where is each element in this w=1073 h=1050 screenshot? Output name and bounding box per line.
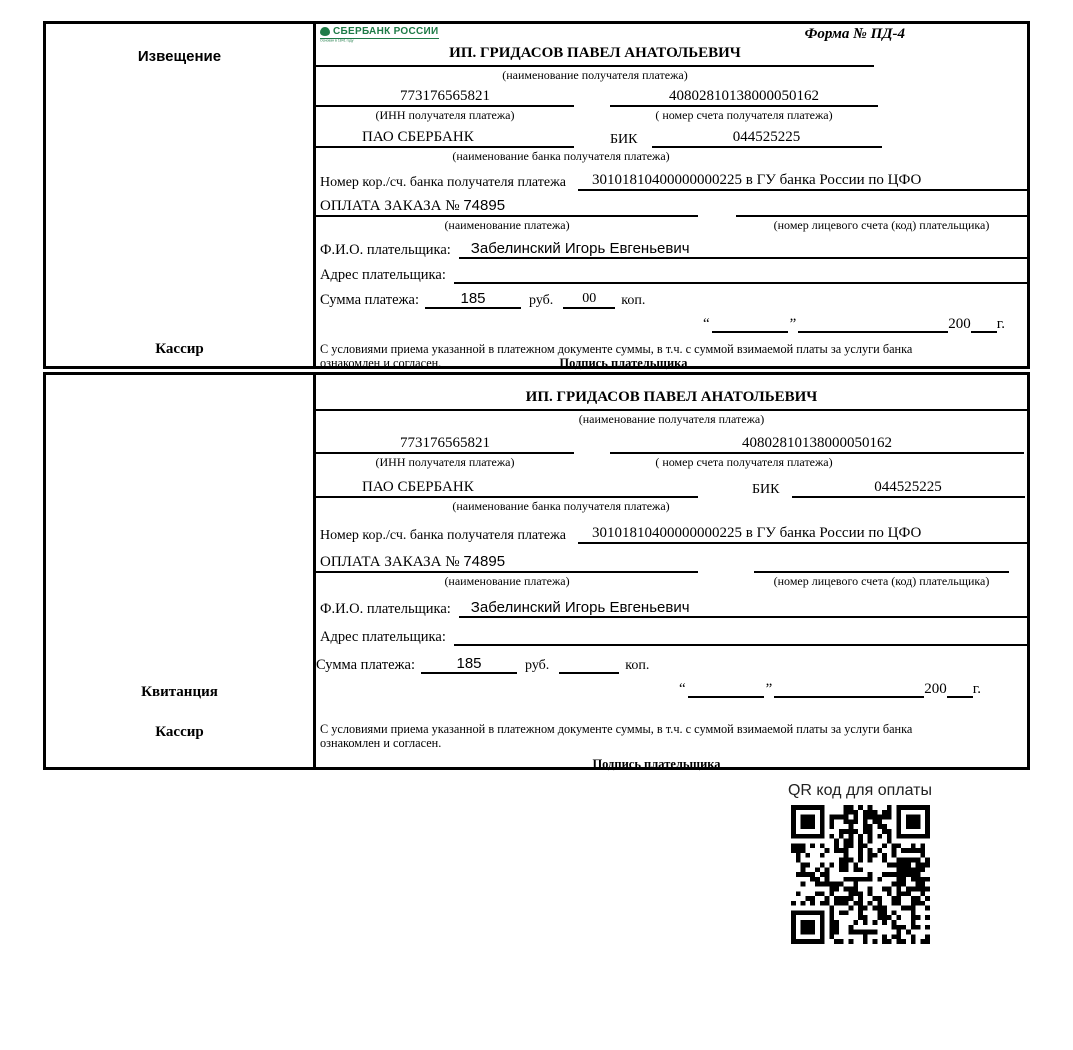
payer-address-row <box>316 624 1027 646</box>
inn-account-row <box>316 433 1027 454</box>
account-value: 40802810138000050162 <box>610 88 878 107</box>
sberbank-logo-text: СБЕРБАНК РОССИИ <box>333 26 439 37</box>
payment-caption: (наименование платежа) <box>444 218 570 232</box>
amount-rub-value: 185 <box>425 290 521 309</box>
date-day-field <box>712 331 788 333</box>
payment-captions-row <box>316 217 1027 233</box>
kop-label: коп. <box>621 293 646 308</box>
corr-account-row <box>316 169 1027 191</box>
date-month-field <box>798 331 948 333</box>
inn-caption: (ИНН получателя платежа) <box>375 108 515 122</box>
qr-code-image <box>791 805 930 944</box>
corr-account-row <box>316 522 1027 544</box>
account-caption: ( номер счета получателя платежа) <box>655 108 833 122</box>
agreement-line1: С условиями приема указанной в платежном документе суммы, в т.ч. с суммой взимаемой платы за услуги банка <box>320 722 913 736</box>
bik-value: 044525225 <box>652 129 882 148</box>
kop-label: коп. <box>625 658 650 673</box>
inn-caption: (ИНН получателя платежа) <box>375 455 515 469</box>
corr-label: Номер кор./сч. банка получателя платежа <box>320 528 566 543</box>
notice-header-row <box>316 24 1027 44</box>
sberbank-logo-tagline: Основан в 1841 году <box>320 39 354 43</box>
agreement-line2-row <box>316 356 1027 370</box>
notice-side-column <box>46 24 316 366</box>
rub-label: руб. <box>525 658 550 673</box>
payment-name-text: ОПЛАТА ЗАКАЗА № <box>320 198 460 214</box>
quote-open: “ <box>702 316 710 332</box>
date-day-field <box>688 696 764 698</box>
signature-label: Подпись плательщика <box>559 356 688 370</box>
receipt-cashier-label: Кассир <box>155 724 204 740</box>
payer-name-label: Ф.И.О. плательщика: <box>320 601 451 617</box>
notice-section <box>43 21 1030 369</box>
notice-side-label: Извещение <box>137 48 222 65</box>
account-caption: ( номер счета получателя платежа) <box>655 455 833 469</box>
amount-rub-value: 185 <box>421 655 517 674</box>
agreement-line2: ознакомлен и согласен. <box>320 736 442 750</box>
agreement-line2: ознакомлен и согласен. <box>320 356 442 370</box>
amount-row <box>316 652 1027 674</box>
corr-account-value: 30101810400000000225 в ГУ банка России по ЦФО <box>578 172 1027 191</box>
receipt-side-label: Квитанция <box>141 684 218 700</box>
year-prefix: 200 <box>948 316 971 332</box>
year-suffix: г. <box>972 681 981 697</box>
payer-name-row <box>316 596 1027 618</box>
bank-caption: (наименование банка получателя платежа) <box>452 149 670 163</box>
receipt-section <box>43 372 1030 770</box>
date-row <box>316 678 981 698</box>
order-number: 74895 <box>463 553 506 570</box>
rub-label: руб. <box>529 293 554 308</box>
signature-label: Подпись плательщика <box>592 757 721 771</box>
recipient-caption: (наименование получателя платежа) <box>502 68 688 82</box>
agreement-line2-row <box>316 736 1027 750</box>
bank-row <box>316 477 1027 498</box>
personal-account-caption: (номер лицевого счета (код) плательщика) <box>773 574 990 588</box>
year-suffix: г. <box>996 316 1005 332</box>
payer-name-label: Ф.И.О. плательщика: <box>320 242 451 258</box>
form-number: Форма № ПД-4 <box>804 26 905 42</box>
amount-kop-value: 00 <box>563 291 615 309</box>
bik-value: 044525225 <box>792 479 1025 498</box>
payment-captions-row <box>316 573 1027 589</box>
bank-caption: (наименование банка получателя платежа) <box>452 499 670 513</box>
payer-name-value: Забелинский Игорь Евгеньевич <box>459 599 1027 618</box>
notice-main-column <box>316 24 1027 370</box>
agreement-line1: С условиями приема указанной в платежном документе суммы, в т.ч. с суммой взимаемой платы за услуги банка <box>320 342 913 356</box>
bik-label: БИК <box>610 132 638 147</box>
notice-cashier-label: Кассир <box>155 341 204 357</box>
payment-name-field <box>316 553 698 573</box>
inn-account-row <box>316 86 1027 107</box>
payer-name-value: Забелинский Игорь Евгеньевич <box>459 240 1027 259</box>
order-number: 74895 <box>463 197 506 214</box>
payer-address-label: Адрес плательщика: <box>320 629 446 645</box>
payment-name-field <box>316 197 698 217</box>
payment-caption: (наименование платежа) <box>444 574 570 588</box>
account-value: 40802810138000050162 <box>610 435 1024 454</box>
amount-kop-value <box>559 672 619 674</box>
sberbank-logo <box>320 26 439 46</box>
quote-close: ” <box>789 316 797 332</box>
payer-address-row <box>316 262 1027 284</box>
receipt-main-column <box>316 375 1027 771</box>
payer-address-value <box>454 644 1027 646</box>
payment-name-row <box>316 551 1027 573</box>
inn-account-captions <box>316 108 1027 123</box>
bank-name-value: ПАО СБЕРБАНК <box>316 479 698 498</box>
sberbank-logo-line <box>320 26 439 39</box>
qr-block <box>745 782 975 949</box>
personal-account-field <box>736 215 1027 217</box>
receipt-side-column <box>46 375 316 767</box>
inn-account-captions <box>316 455 1027 470</box>
personal-account-caption: (номер лицевого счета (код) плательщика) <box>773 218 990 232</box>
inn-value: 773176565821 <box>316 435 574 454</box>
sberbank-logo-icon <box>320 27 330 36</box>
quote-close: ” <box>765 681 773 697</box>
quote-open: “ <box>678 681 686 697</box>
payer-name-row <box>316 237 1027 259</box>
bank-name-value: ПАО СБЕРБАНК <box>316 129 574 148</box>
amount-label: Сумма платежа: <box>320 292 419 308</box>
bik-label: БИК <box>752 482 780 497</box>
amount-label: Сумма платежа: <box>316 657 415 673</box>
recipient-name: ИП. ГРИДАСОВ ПАВЕЛ АНАТОЛЬЕВИЧ <box>316 45 874 67</box>
inn-value: 773176565821 <box>316 88 574 107</box>
qr-label: QR код для оплаты <box>787 782 932 799</box>
date-year-field <box>971 331 997 333</box>
payment-name-row <box>316 195 1027 217</box>
recipient-name: ИП. ГРИДАСОВ ПАВЕЛ АНАТОЛЬЕВИЧ <box>316 389 1027 411</box>
payer-address-value <box>454 282 1027 284</box>
amount-row <box>316 287 1027 309</box>
corr-label: Номер кор./сч. банка получателя платежа <box>320 175 566 190</box>
date-year-field <box>947 696 973 698</box>
corr-account-value: 30101810400000000225 в ГУ банка России по ЦФО <box>578 525 1027 544</box>
recipient-caption: (наименование получателя платежа) <box>578 412 765 426</box>
personal-account-field <box>754 571 1009 573</box>
payer-address-label: Адрес плательщика: <box>320 267 446 283</box>
date-month-field <box>774 696 924 698</box>
payment-name-text: ОПЛАТА ЗАКАЗА № <box>320 554 460 570</box>
year-prefix: 200 <box>924 681 947 697</box>
bank-row <box>316 127 1027 148</box>
date-row <box>316 313 1005 333</box>
